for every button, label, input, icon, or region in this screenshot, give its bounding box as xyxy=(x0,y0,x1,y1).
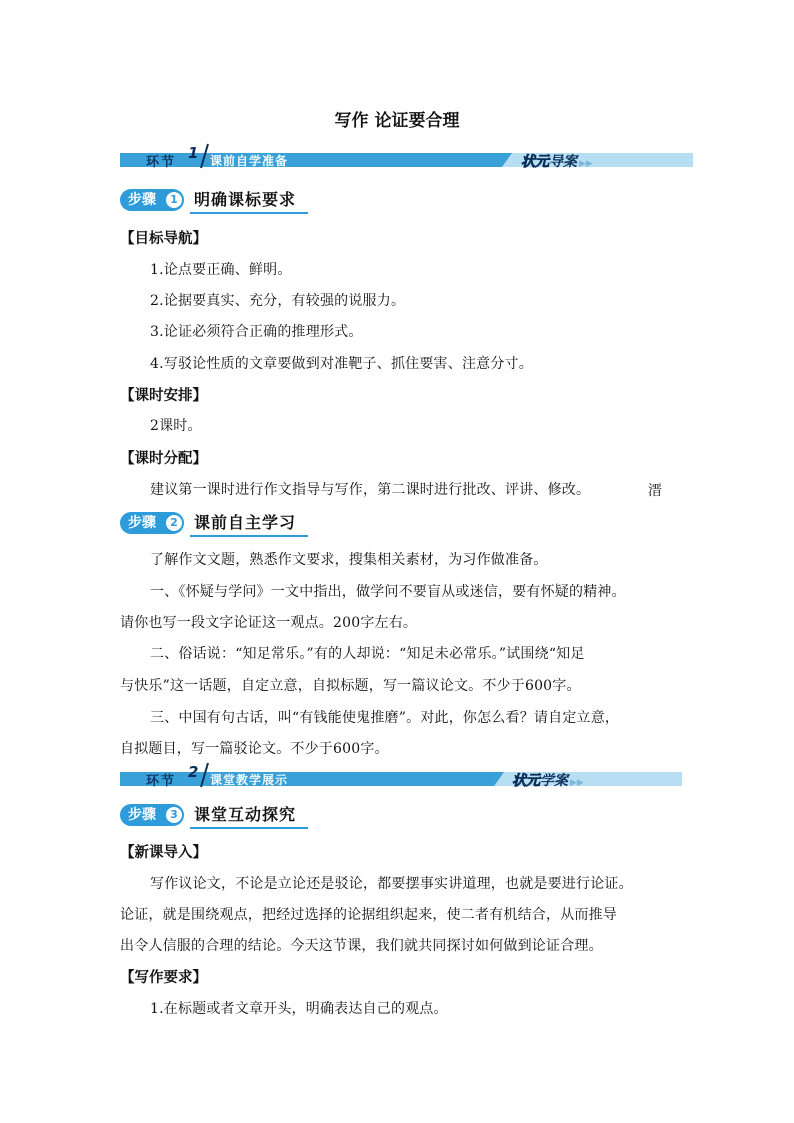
paragraph-line: 自拟题目，写一篇驳论文。不少于600字。 xyxy=(120,741,389,757)
goal-item: 2.论据要真实、充分，有较强的说服力。 xyxy=(150,293,406,309)
section-banner-2 xyxy=(120,763,682,789)
paragraph-line: 一、《怀疑与学问》一文中指出，做学问不要盲从或迷信，要有怀疑的精神。 xyxy=(150,584,626,600)
heading-requirements: 【写作要求】 xyxy=(120,970,207,986)
paragraph-line: 了解作文文题，熟悉作文要求，搜集相关素材，为习作做准备。 xyxy=(150,552,548,568)
goal-item: 4.写驳论性质的文章要做到对准靶子、抓住要害、注意分寸。 xyxy=(150,356,533,372)
section-banner-1 xyxy=(120,144,693,170)
step-number-badge: 3 xyxy=(166,807,182,823)
step-label: 明确课标要求 xyxy=(194,190,297,209)
banner-right-b: 导案 xyxy=(549,154,577,170)
step-word: 步骤 xyxy=(128,515,156,531)
step-label: 课前自主学习 xyxy=(194,513,297,532)
step-number-badge: 2 xyxy=(166,515,182,531)
step-number-badge: 1 xyxy=(166,192,182,208)
banner-huanjie: 环节 xyxy=(146,774,177,789)
heading-allocation: 【课时分配】 xyxy=(120,451,207,467)
heading-schedule: 【课时安排】 xyxy=(120,388,207,404)
banner-right-label xyxy=(521,151,593,171)
step-underline xyxy=(190,212,308,214)
paragraph-line: 请你也写一段文字论证这一观点。200字左右。 xyxy=(120,615,418,631)
step-underline xyxy=(190,827,308,829)
step-1-header xyxy=(120,189,360,211)
banner-right-a: 状元 xyxy=(521,154,549,170)
paragraph-line: 出令人信服的合理的结论。今天这节课，我们就共同探讨如何做到论证合理。 xyxy=(120,938,603,954)
goal-item: 3.论证必须符合正确的推理形式。 xyxy=(150,324,363,340)
double-arrow-icon: ▶▶ xyxy=(570,778,584,788)
banner-right-a: 状元 xyxy=(512,773,540,789)
step-word: 步骤 xyxy=(128,807,156,823)
paragraph-line: 写作议论文，不论是立论还是驳论，都要摆事实讲道理，也就是要进行论证。 xyxy=(150,876,633,892)
paragraph-line: 论证，就是围绕观点，把经过选择的论据组织起来，使二者有机结合，从而推导 xyxy=(120,907,617,923)
banner-subtitle: 课前自学准备 xyxy=(210,154,289,168)
banner-huanjie: 环节 xyxy=(146,155,177,170)
paragraph-line: 与快乐”这一话题，自定立意，自拟标题，写一篇议论文。不少于600字。 xyxy=(120,678,581,694)
heading-intro: 【新课导入】 xyxy=(120,845,207,861)
banner-subtitle: 课堂教学展示 xyxy=(210,773,289,787)
banner-strip-accent xyxy=(120,153,502,167)
double-arrow-icon: ▶▶ xyxy=(579,159,593,169)
goal-item: 1.论点要正确、鲜明。 xyxy=(150,262,292,278)
paragraph-line: 三、中国有句古话，叫“有钱能使鬼推磨”。对此，你怎么看？请自定立意， xyxy=(150,710,620,726)
banner-right-b: 学案 xyxy=(540,773,568,789)
banner-number: 1 xyxy=(188,144,199,162)
banner-strip-cut xyxy=(484,772,504,786)
allocation-text: 建议第一课时进行作文指导与写作，第二课时进行批改、评讲、修改。 xyxy=(150,482,591,498)
step-word: 步骤 xyxy=(128,192,156,208)
banner-slash-icon xyxy=(198,142,210,170)
banner-slash-icon xyxy=(198,761,210,789)
step-label: 课堂互动探究 xyxy=(194,805,297,824)
requirement-item: 1.在标题或者文章开头，明确表达自己的观点。 xyxy=(150,1001,448,1017)
banner-right-label xyxy=(512,770,584,790)
watermark-glyph: 溍 xyxy=(648,483,662,499)
paragraph-line: 二、俗话说：“知足常乐。”有的人却说：“知足未必常乐。”试围绕“知足 xyxy=(150,646,585,662)
schedule-text: 2课时。 xyxy=(150,418,202,434)
banner-strip-accent xyxy=(120,772,494,786)
step-underline xyxy=(190,535,308,537)
step-3-header xyxy=(120,804,360,826)
step-2-header xyxy=(120,512,360,534)
banner-strip-cut xyxy=(492,153,512,167)
banner-number: 2 xyxy=(188,763,199,781)
page-title: 写作 论证要合理 xyxy=(334,111,460,131)
heading-goal: 【目标导航】 xyxy=(120,231,207,247)
